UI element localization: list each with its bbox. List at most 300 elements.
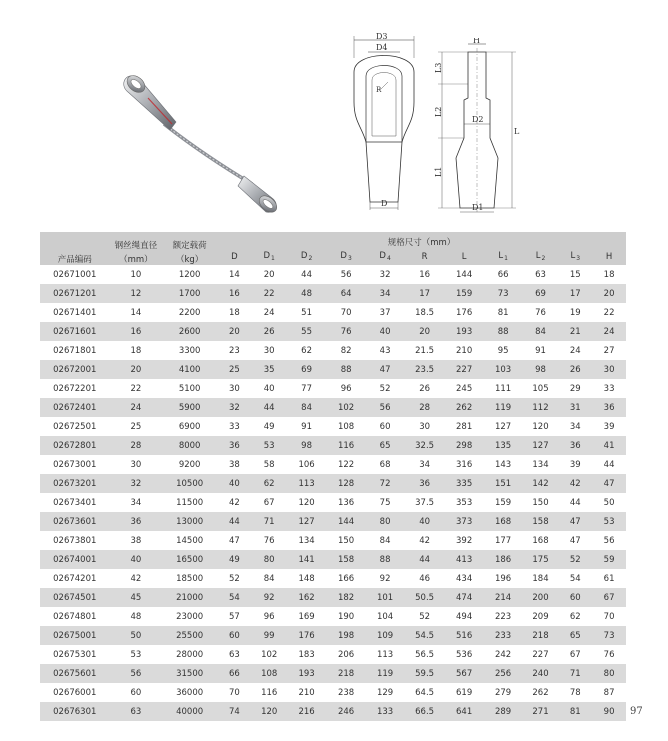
table-cell: 28000	[162, 645, 217, 664]
table-cell: 88	[484, 322, 523, 341]
table-cell: 27	[592, 341, 626, 360]
table-cell: 67	[252, 493, 287, 512]
table-cell: 47	[558, 512, 592, 531]
table-cell: 58	[252, 455, 287, 474]
table-cell: 20	[217, 322, 252, 341]
table-cell: 144	[327, 512, 366, 531]
table-cell: 176	[287, 626, 327, 645]
table-cell: 108	[327, 417, 366, 436]
table-cell: 271	[523, 702, 559, 721]
table-cell: 120	[287, 493, 327, 512]
table-cell: 15	[558, 265, 592, 284]
table-row	[40, 569, 626, 588]
table-cell: 127	[287, 512, 327, 531]
table-cell: 14	[110, 303, 163, 322]
table-cell: 63	[523, 265, 559, 284]
table-cell: 72	[366, 474, 405, 493]
table-cell: 120	[252, 702, 287, 721]
table-cell: 127	[523, 436, 559, 455]
table-cell: 134	[287, 531, 327, 550]
table-cell: 02674801	[40, 607, 110, 626]
table-cell: 567	[445, 664, 484, 683]
table-cell: 233	[484, 626, 523, 645]
table-cell: 82	[327, 341, 366, 360]
table-cell: 8000	[162, 436, 217, 455]
table-cell: 44	[558, 493, 592, 512]
table-cell: 168	[523, 531, 559, 550]
table-cell: 44	[217, 512, 252, 531]
table-cell: 227	[523, 645, 559, 664]
label-l: L	[514, 127, 520, 136]
table-cell: 206	[327, 645, 366, 664]
table-cell: 245	[445, 379, 484, 398]
table-cell: 210	[287, 683, 327, 702]
table-cell: 162	[287, 588, 327, 607]
table-cell: 44	[592, 455, 626, 474]
table-cell: 42	[110, 569, 163, 588]
table-cell: 262	[523, 683, 559, 702]
table-cell: 193	[445, 322, 484, 341]
table-cell: 77	[287, 379, 327, 398]
table-cell: 227	[445, 360, 484, 379]
table-cell: 73	[484, 284, 523, 303]
table-cell: 84	[252, 569, 287, 588]
table-cell: 240	[523, 664, 559, 683]
table-row	[40, 664, 626, 683]
table-cell: 40	[366, 322, 405, 341]
table-cell: 02672501	[40, 417, 110, 436]
table-cell: 30	[252, 341, 287, 360]
table-cell: 84	[523, 322, 559, 341]
table-cell: 39	[592, 417, 626, 436]
table-cell: 335	[445, 474, 484, 493]
table-cell: 74	[217, 702, 252, 721]
spec-table-body	[40, 265, 626, 721]
table-cell: 40	[252, 379, 287, 398]
header-rope-diameter: 钢丝绳直径 （mm）	[110, 232, 163, 265]
table-cell: 353	[445, 493, 484, 512]
table-cell: 30	[217, 379, 252, 398]
table-cell: 84	[287, 398, 327, 417]
table-cell: 39	[558, 455, 592, 474]
table-cell: 92	[252, 588, 287, 607]
table-cell: 26	[405, 379, 445, 398]
lower-socket	[238, 176, 280, 215]
table-row	[40, 322, 626, 341]
table-cell: 18	[110, 341, 163, 360]
table-cell: 109	[366, 626, 405, 645]
table-cell: 02673001	[40, 455, 110, 474]
table-cell: 35	[252, 360, 287, 379]
table-cell: 32	[110, 474, 163, 493]
table-cell: 176	[445, 303, 484, 322]
label-d3: D3	[376, 32, 388, 41]
table-cell: 5900	[162, 398, 217, 417]
table-cell: 87	[592, 683, 626, 702]
table-cell: 02676301	[40, 702, 110, 721]
table-cell: 81	[484, 303, 523, 322]
table-cell: 159	[484, 493, 523, 512]
table-cell: 158	[523, 512, 559, 531]
table-cell: 99	[252, 626, 287, 645]
side-view-drawing	[428, 38, 528, 216]
table-cell: 54	[217, 588, 252, 607]
table-cell: 02674201	[40, 569, 110, 588]
table-cell: 96	[252, 607, 287, 626]
table-cell: 02676001	[40, 683, 110, 702]
table-cell: 49	[217, 550, 252, 569]
label-d2: D2	[472, 115, 484, 124]
table-cell: 200	[523, 588, 559, 607]
socket-body-front	[354, 56, 414, 203]
table-cell: 02673401	[40, 493, 110, 512]
table-cell: 88	[366, 550, 405, 569]
table-cell: 40	[405, 512, 445, 531]
table-cell: 111	[484, 379, 523, 398]
header-d1: $D_1$	[252, 248, 287, 265]
table-cell: 116	[327, 436, 366, 455]
table-cell: 210	[445, 341, 484, 360]
table-cell: 52	[366, 379, 405, 398]
table-cell: 18500	[162, 569, 217, 588]
table-cell: 373	[445, 512, 484, 531]
table-cell: 102	[252, 645, 287, 664]
wire-rope	[164, 124, 252, 184]
table-cell: 134	[523, 455, 559, 474]
table-cell: 30	[405, 417, 445, 436]
table-cell: 24	[252, 303, 287, 322]
table-cell: 80	[592, 664, 626, 683]
spec-table	[40, 232, 626, 721]
table-cell: 183	[287, 645, 327, 664]
table-cell: 60	[558, 588, 592, 607]
table-cell: 20	[592, 284, 626, 303]
table-cell: 42	[217, 493, 252, 512]
table-cell: 150	[523, 493, 559, 512]
table-cell: 9200	[162, 455, 217, 474]
table-cell: 16500	[162, 550, 217, 569]
table-cell: 52	[405, 607, 445, 626]
table-cell: 184	[523, 569, 559, 588]
table-cell: 214	[484, 588, 523, 607]
table-row	[40, 417, 626, 436]
table-cell: 22	[110, 379, 163, 398]
table-cell: 29	[558, 379, 592, 398]
table-cell: 47	[592, 474, 626, 493]
table-cell: 103	[484, 360, 523, 379]
label-l3: L3	[434, 62, 443, 73]
table-row	[40, 702, 626, 721]
table-cell: 70	[592, 607, 626, 626]
table-cell: 36	[217, 436, 252, 455]
table-cell: 02671401	[40, 303, 110, 322]
table-row	[40, 683, 626, 702]
table-cell: 20	[110, 360, 163, 379]
table-cell: 17	[558, 284, 592, 303]
table-cell: 113	[366, 645, 405, 664]
table-cell: 298	[445, 436, 484, 455]
table-cell: 59.5	[405, 664, 445, 683]
table-cell: 02672001	[40, 360, 110, 379]
table-cell: 108	[252, 664, 287, 683]
table-cell: 54	[558, 569, 592, 588]
header-rated-load: 额定载荷 （kg）	[162, 232, 217, 265]
table-cell: 12	[110, 284, 163, 303]
table-cell: 36	[405, 474, 445, 493]
table-cell: 10	[110, 265, 163, 284]
table-cell: 91	[287, 417, 327, 436]
table-cell: 16	[405, 265, 445, 284]
table-cell: 14	[217, 265, 252, 284]
table-cell: 02673201	[40, 474, 110, 493]
table-cell: 30	[110, 455, 163, 474]
header-d: D	[217, 248, 252, 265]
table-cell: 36	[558, 436, 592, 455]
table-cell: 129	[366, 683, 405, 702]
table-cell: 51	[287, 303, 327, 322]
table-cell: 90	[592, 702, 626, 721]
table-cell: 22	[592, 303, 626, 322]
table-cell: 516	[445, 626, 484, 645]
table-cell: 50.5	[405, 588, 445, 607]
table-cell: 42	[405, 531, 445, 550]
table-cell: 69	[523, 284, 559, 303]
table-cell: 21	[558, 322, 592, 341]
table-cell: 69	[287, 360, 327, 379]
table-cell: 96	[327, 379, 366, 398]
table-cell: 36000	[162, 683, 217, 702]
table-cell: 21000	[162, 588, 217, 607]
table-row	[40, 284, 626, 303]
table-cell: 30	[592, 360, 626, 379]
table-cell: 101	[366, 588, 405, 607]
table-cell: 80	[252, 550, 287, 569]
table-cell: 32	[217, 398, 252, 417]
table-cell: 56	[110, 664, 163, 683]
table-cell: 48	[110, 607, 163, 626]
table-cell: 63	[110, 702, 163, 721]
table-cell: 40	[217, 474, 252, 493]
table-cell: 44	[405, 550, 445, 569]
table-cell: 182	[327, 588, 366, 607]
table-cell: 28	[110, 436, 163, 455]
table-cell: 55	[287, 322, 327, 341]
table-row	[40, 493, 626, 512]
table-cell: 37	[366, 303, 405, 322]
table-cell: 98	[287, 436, 327, 455]
table-cell: 31	[558, 398, 592, 417]
table-cell: 24	[558, 341, 592, 360]
table-cell: 60	[366, 417, 405, 436]
table-cell: 186	[484, 550, 523, 569]
table-row	[40, 379, 626, 398]
table-cell: 53	[252, 436, 287, 455]
table-cell: 2200	[162, 303, 217, 322]
table-cell: 61	[592, 569, 626, 588]
table-cell: 6900	[162, 417, 217, 436]
table-cell: 02675601	[40, 664, 110, 683]
table-cell: 26	[558, 360, 592, 379]
table-cell: 50	[110, 626, 163, 645]
table-cell: 196	[484, 569, 523, 588]
table-row	[40, 398, 626, 417]
header-l2: $L_2$	[523, 248, 559, 265]
upper-socket	[124, 72, 176, 130]
table-cell: 34	[366, 284, 405, 303]
table-cell: 536	[445, 645, 484, 664]
table-cell: 238	[327, 683, 366, 702]
table-cell: 02671801	[40, 341, 110, 360]
table-cell: 1700	[162, 284, 217, 303]
table-cell: 18.5	[405, 303, 445, 322]
label-l1: L1	[434, 166, 443, 177]
table-cell: 246	[327, 702, 366, 721]
table-cell: 23.5	[405, 360, 445, 379]
header-h: H	[592, 248, 626, 265]
table-cell: 105	[523, 379, 559, 398]
table-cell: 02673801	[40, 531, 110, 550]
table-cell: 70	[327, 303, 366, 322]
label-r: R	[376, 86, 382, 94]
table-cell: 02674501	[40, 588, 110, 607]
table-cell: 120	[523, 417, 559, 436]
table-cell: 36	[592, 398, 626, 417]
table-cell: 76	[523, 303, 559, 322]
page-number: 97	[630, 706, 643, 717]
table-cell: 20	[405, 322, 445, 341]
table-cell: 18	[217, 303, 252, 322]
table-row	[40, 436, 626, 455]
table-cell: 56	[592, 531, 626, 550]
table-cell: 56	[327, 265, 366, 284]
table-cell: 66	[217, 664, 252, 683]
table-cell: 65	[558, 626, 592, 645]
table-cell: 168	[484, 512, 523, 531]
table-cell: 78	[558, 683, 592, 702]
table-cell: 177	[484, 531, 523, 550]
table-cell: 141	[287, 550, 327, 569]
table-cell: 242	[484, 645, 523, 664]
table-cell: 65	[366, 436, 405, 455]
header-l3: $L_3$	[558, 248, 592, 265]
table-cell: 216	[287, 702, 327, 721]
table-cell: 48	[287, 284, 327, 303]
table-cell: 40	[110, 550, 163, 569]
table-cell: 392	[445, 531, 484, 550]
table-cell: 18	[592, 265, 626, 284]
table-row	[40, 512, 626, 531]
table-cell: 71	[558, 664, 592, 683]
table-cell: 57	[217, 607, 252, 626]
table-cell: 56	[366, 398, 405, 417]
table-cell: 24	[110, 398, 163, 417]
header-code: 产品编码	[40, 232, 110, 265]
table-cell: 23000	[162, 607, 217, 626]
table-cell: 92	[366, 569, 405, 588]
table-cell: 13000	[162, 512, 217, 531]
table-cell: 02674001	[40, 550, 110, 569]
table-row	[40, 607, 626, 626]
table-cell: 26	[252, 322, 287, 341]
table-cell: 289	[484, 702, 523, 721]
table-cell: 31500	[162, 664, 217, 683]
table-cell: 47	[366, 360, 405, 379]
table-cell: 02675301	[40, 645, 110, 664]
table-cell: 02673601	[40, 512, 110, 531]
table-cell: 54.5	[405, 626, 445, 645]
table-cell: 40000	[162, 702, 217, 721]
table-cell: 33	[217, 417, 252, 436]
table-cell: 159	[445, 284, 484, 303]
table-cell: 218	[523, 626, 559, 645]
table-cell: 41	[592, 436, 626, 455]
table-cell: 76	[327, 322, 366, 341]
table-cell: 619	[445, 683, 484, 702]
table-cell: 23	[217, 341, 252, 360]
table-cell: 28	[405, 398, 445, 417]
table-cell: 209	[523, 607, 559, 626]
table-cell: 218	[327, 664, 366, 683]
table-cell: 119	[366, 664, 405, 683]
table-cell: 52	[217, 569, 252, 588]
table-cell: 166	[327, 569, 366, 588]
table-cell: 62	[252, 474, 287, 493]
table-cell: 76	[252, 531, 287, 550]
table-cell: 02672401	[40, 398, 110, 417]
table-cell: 16	[217, 284, 252, 303]
table-cell: 494	[445, 607, 484, 626]
table-cell: 112	[523, 398, 559, 417]
table-cell: 88	[327, 360, 366, 379]
table-cell: 14500	[162, 531, 217, 550]
table-cell: 67	[558, 645, 592, 664]
table-cell: 25500	[162, 626, 217, 645]
table-cell: 1200	[162, 265, 217, 284]
table-row	[40, 303, 626, 322]
table-cell: 64.5	[405, 683, 445, 702]
table-cell: 104	[366, 607, 405, 626]
table-cell: 50	[592, 493, 626, 512]
table-cell: 62	[558, 607, 592, 626]
table-row	[40, 626, 626, 645]
table-cell: 5100	[162, 379, 217, 398]
table-cell: 116	[252, 683, 287, 702]
table-cell: 21.5	[405, 341, 445, 360]
header-l: L	[445, 248, 484, 265]
table-cell: 76	[592, 645, 626, 664]
table-cell: 25	[110, 417, 163, 436]
table-cell: 34	[110, 493, 163, 512]
table-cell: 66	[484, 265, 523, 284]
header-l1: $L_1$	[484, 248, 523, 265]
table-row	[40, 455, 626, 474]
front-view-drawing	[344, 32, 424, 214]
table-cell: 47	[558, 531, 592, 550]
table-cell: 19	[558, 303, 592, 322]
table-row	[40, 265, 626, 284]
table-cell: 198	[327, 626, 366, 645]
table-cell: 175	[523, 550, 559, 569]
label-d: D	[381, 199, 388, 208]
table-cell: 279	[484, 683, 523, 702]
table-cell: 169	[287, 607, 327, 626]
label-l2: L2	[434, 106, 443, 117]
table-row	[40, 588, 626, 607]
header-d4: $D_4$	[366, 248, 405, 265]
table-cell: 32.5	[405, 436, 445, 455]
table-cell: 434	[445, 569, 484, 588]
product-photo	[112, 66, 290, 216]
